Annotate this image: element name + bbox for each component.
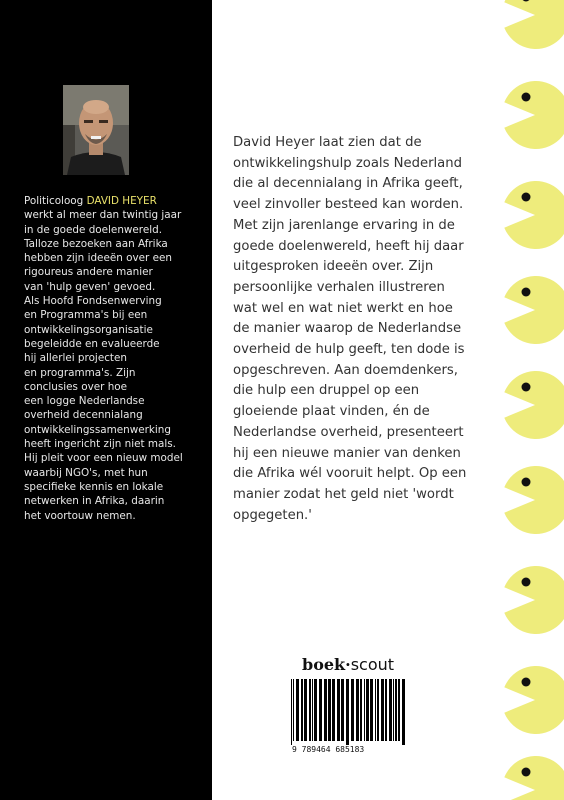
blurb-line: persoonlijke verhalen illustreren — [233, 279, 445, 295]
bio-text: ontwikkelingssamenwerking — [24, 423, 171, 436]
barcode-bar — [370, 679, 373, 741]
bio-text: hebben zijn ideeën over een — [24, 252, 172, 265]
bio-text: en programma's. Zijn — [24, 366, 136, 379]
blurb-line: opgeschreven. Aan doemdenkers, — [233, 362, 458, 378]
barcode-bar — [377, 679, 379, 741]
bio-line — [24, 481, 163, 493]
bio-line — [24, 495, 164, 507]
bio-line — [24, 367, 135, 379]
bio-line — [24, 452, 183, 464]
bio-line — [24, 266, 153, 278]
blurb-line: die hulp een druppel op een — [233, 383, 420, 399]
bio-line — [24, 409, 143, 421]
bio-text: van 'hulp geven' gevoed. — [24, 280, 156, 293]
blurb-line: gloeiende plaat vinden, én de — [233, 404, 430, 420]
barcode-bar — [314, 679, 317, 741]
barcode-bar — [385, 679, 387, 741]
barcode-bar — [364, 679, 365, 741]
author-name: DAVID HEYER — [86, 195, 157, 207]
barcode-bar — [296, 679, 299, 741]
barcode-bar — [356, 679, 359, 741]
blurb-line: die Afrika wél vooruit helpt. Op een — [233, 466, 467, 482]
barcode-bar — [381, 679, 384, 741]
barcode-bar — [346, 679, 349, 745]
bio-line — [24, 467, 148, 479]
barcode-bar — [324, 679, 327, 741]
barcode-bar — [319, 679, 322, 741]
bio-text: Talloze bezoeken aan Afrika — [24, 237, 168, 250]
bio-line — [24, 352, 127, 364]
bio-line — [24, 395, 144, 407]
barcode-bar — [366, 679, 369, 741]
bio-line — [24, 238, 168, 250]
blurb-line: de manier waarop de Nederlandse — [233, 321, 462, 337]
pacman-icon — [490, 555, 564, 645]
blurb-line: uitgesproken ideeën over. Zijn — [233, 259, 434, 275]
barcode-bar — [402, 679, 405, 745]
bio-line — [24, 424, 171, 436]
bio-text: waarbij NGO's, met hun — [24, 466, 148, 479]
barcode-bar — [395, 679, 397, 741]
pacman-icon — [490, 745, 564, 800]
barcode-bar — [351, 679, 354, 741]
bio-text: werkt al meer dan twintig jaar — [24, 209, 182, 222]
barcode-bar — [337, 679, 340, 741]
bio-line — [24, 438, 176, 450]
pacman-icon — [490, 455, 564, 545]
barcode-bar — [291, 679, 292, 745]
blurb-line: ontwikkelingshulp zoals Nederland — [233, 155, 462, 171]
pacman-icon — [490, 655, 564, 745]
bio-line — [24, 309, 147, 321]
barcode-bar — [301, 679, 303, 741]
barcode-bar — [304, 679, 307, 741]
bio-text: rigoureus andere manier — [24, 266, 153, 279]
publisher-logo-part2: scout — [350, 655, 395, 674]
barcode — [289, 679, 405, 745]
barcode-bar — [293, 679, 294, 741]
author-bio — [24, 194, 204, 523]
publisher-logo-part1: boek — [302, 655, 346, 674]
bio-text: specifieke kennis en lokale — [24, 480, 164, 493]
publisher-logo — [302, 655, 394, 674]
bio-line — [24, 209, 181, 221]
bio-text: in de goede doelenwereld. — [24, 223, 163, 236]
bio-text: Als Hoofd Fondsenwerving — [24, 295, 162, 308]
publisher-logo-dot: · — [345, 655, 351, 674]
bio-line — [24, 195, 157, 207]
barcode-bar — [332, 679, 335, 741]
barcode-bar — [389, 679, 392, 741]
bio-text: het voortouw nemen. — [24, 509, 136, 522]
bio-text: begeleidde en evalueerde — [24, 337, 160, 350]
blurb-line: manier zodat het geld niet 'wordt — [233, 486, 454, 502]
book-blurb — [233, 133, 495, 526]
bio-text: hij allerlei projecten — [24, 352, 127, 365]
back-cover-left-panel — [0, 0, 212, 800]
bio-line — [24, 338, 160, 350]
blurb-line: veel zinvoller besteed kan worden. — [233, 197, 464, 213]
bio-line — [24, 281, 155, 293]
bio-text: overheid decennialang — [24, 409, 143, 422]
blurb-line: hij een nieuwe manier van denken — [233, 445, 461, 461]
bio-text: heeft ingericht zijn niet mals. — [24, 438, 176, 451]
barcode-bar — [375, 679, 376, 741]
bio-line — [24, 224, 162, 236]
blurb-line: Met zijn jarenlange ervaring in de — [233, 217, 455, 233]
barcode-bar — [398, 679, 400, 741]
barcode-number: 9 789464 685183 — [292, 745, 365, 754]
pacman-icon — [490, 360, 564, 450]
bio-line — [24, 295, 162, 307]
barcode-bar — [393, 679, 394, 741]
author-photo — [63, 85, 129, 175]
barcode-bar — [312, 679, 313, 741]
bio-text: en Programma's bij een — [24, 309, 148, 322]
bio-text: Politicoloog — [24, 195, 87, 207]
bio-text: netwerken in Afrika, daarin — [24, 495, 165, 508]
blurb-line: goede doelenwereld, heeft hij daar — [233, 238, 464, 254]
pacman-icon — [490, 70, 564, 160]
barcode-bar — [360, 679, 362, 741]
bio-line — [24, 252, 172, 264]
barcode-bar — [341, 679, 344, 741]
bio-line — [24, 510, 136, 522]
author-portrait-icon — [63, 85, 129, 175]
bio-line — [24, 381, 127, 393]
blurb-line: opgegeten.' — [233, 507, 312, 523]
blurb-line: overheid de hulp geeft, ten dode is — [233, 342, 465, 358]
pacman-icon — [490, 0, 564, 60]
blurb-line: wat wel en wat niet werkt en hoe — [233, 300, 453, 316]
pacman-icon — [490, 170, 564, 260]
blurb-line: David Heyer laat zien dat de — [233, 135, 422, 150]
bio-text: een logge Nederlandse — [24, 395, 145, 408]
bio-line — [24, 324, 153, 336]
pacman-icon — [490, 265, 564, 355]
barcode-bar — [328, 679, 331, 741]
bio-text: conclusies over hoe — [24, 380, 128, 393]
barcode-bar — [309, 679, 311, 741]
blurb-line: Nederlandse overheid, presenteert — [233, 424, 464, 440]
bio-text: Hij pleit voor een nieuw model — [24, 452, 183, 465]
blurb-line: die al decennialang in Afrika geeft, — [233, 176, 463, 192]
bio-text: ontwikkelingsorganisatie — [24, 323, 153, 336]
